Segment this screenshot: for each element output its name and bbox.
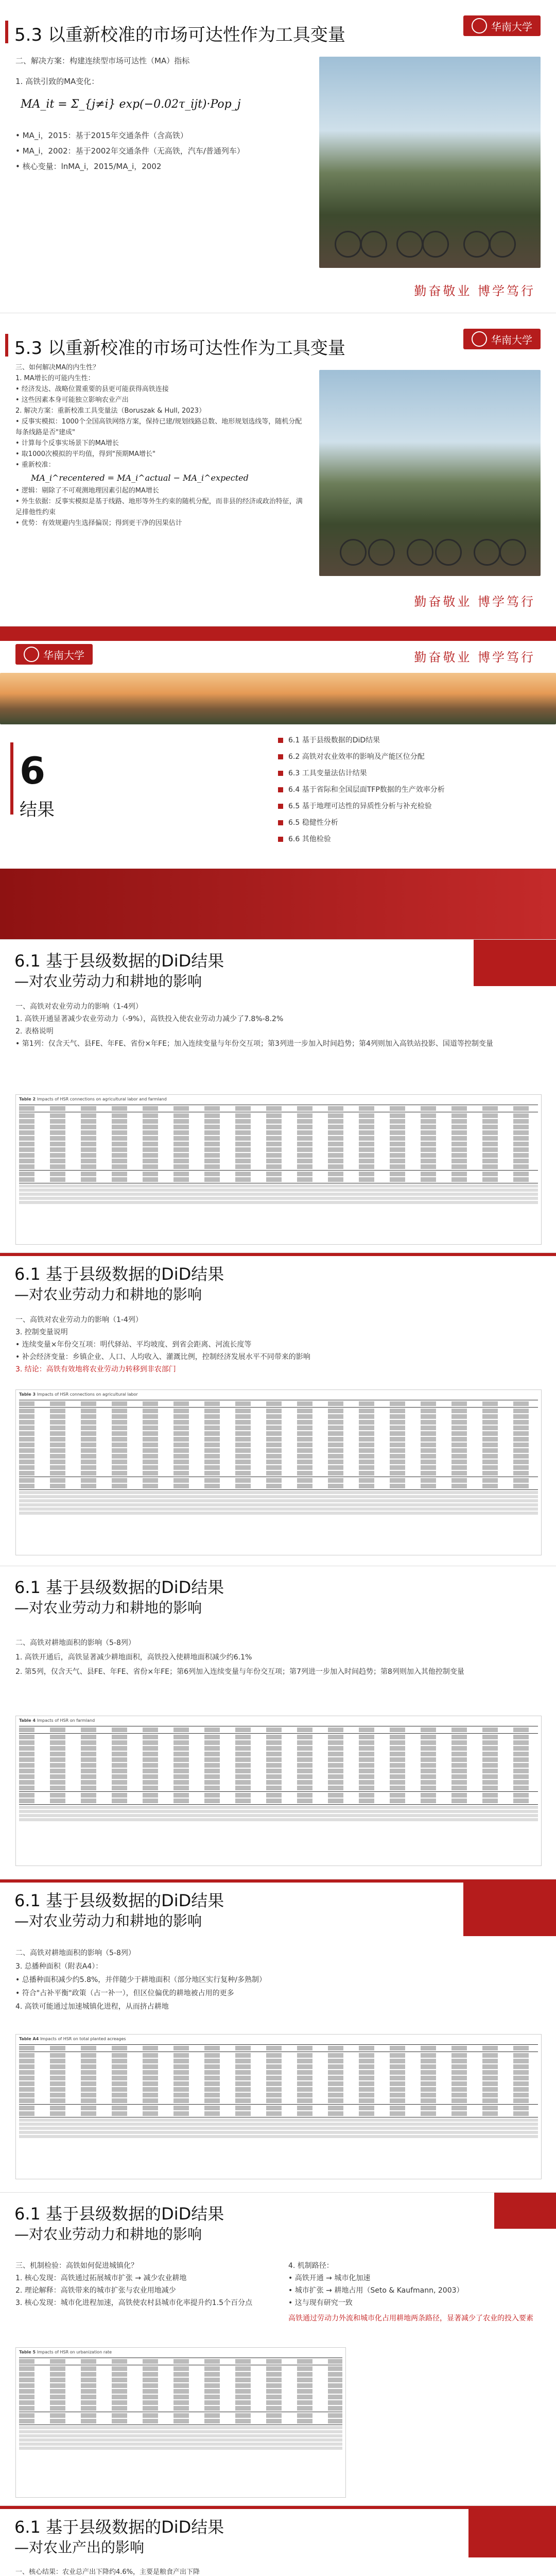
bullet-icon <box>278 738 283 743</box>
corner-red-block <box>474 940 556 986</box>
bottom-red-band <box>0 869 556 939</box>
university-logo: 华南大学 <box>463 15 541 36</box>
campus-photo <box>319 57 541 268</box>
section-number: 6 <box>20 749 46 792</box>
bullet-list-left: 三、机制检验：高铁如何促进城镇化？ 1. 核心发现：高铁通过拓展城市扩张 → 减少农业耕地 2. 理论解释：高铁带来的城市扩张与农业用地减少 3. 核心发现：城市化进程加速，高铁使农村县城市化率提升约1.5个百分点 <box>15 2262 253 2307</box>
toc-item[interactable]: 6.5 基于地理可达性的异质性分析与补充检验 <box>278 798 445 815</box>
bullet-list: 一、核心结果：农业总产出下降约4.6%，主要是粮食产出下降 <box>15 2568 200 2576</box>
bullet-list: 二、高铁对耕地面积的影响（5-8列） 1. 高铁开通后，高铁显著减少耕地面积，高铁投入使耕地面积减少约6.1% 2. 第5列，仅含天气、县FE、年FE、省份×年FE；第6列加入连续变量与年份交互项；第7列进一步加入时间趋势；第8列则加入其他控制变量 <box>15 1639 464 1676</box>
slide-2 <box>0 313 556 626</box>
motto: 勤奋敬业 博学笃行 <box>414 284 535 298</box>
bullet-text: 二、解决方案：构建连续型市场可达性（MA）指标 <box>15 56 190 65</box>
slide-subtitle: —对农业产出的影响 <box>14 2539 145 2556</box>
toc-item[interactable]: 6.5 稳健性分析 <box>278 815 445 831</box>
toc-item[interactable]: 6.2 高铁对农业效率的影响及产能区位分配 <box>278 749 445 765</box>
bullet-list-right: 4. 机制路径： • 高铁开通 → 城市化加速 • 城市扩张 → 耕地占用（Seto & Kaufmann, 2003） • 这与现有研究一致 高铁通过劳动力外流和城市化占用耕地两条路径，显著减少了农业的投入要素 <box>288 2260 535 2325</box>
slide-subtitle: —对农业劳动力和耕地的影响 <box>14 1286 202 1303</box>
slide-6 <box>0 1566 556 1879</box>
bullet-text: 1. 高铁引致的MA变化： <box>15 77 99 86</box>
slide-title: 5.3 以重新校准的市场可达性作为工具变量 <box>14 21 345 46</box>
bicycles-image <box>319 222 541 258</box>
bullet-text: • MA_i，2002：基于2002年交通条件（无高铁，汽车/普通列车） <box>15 146 245 156</box>
bullet-icon <box>278 837 283 842</box>
motto: 勤奋敬业 博学笃行 <box>414 595 535 609</box>
university-logo: 华南大学 <box>463 329 541 349</box>
top-red-band <box>0 626 556 641</box>
corner-red-block <box>463 1879 556 1936</box>
bullet-text: • 核心变量：lnMA_i，2015/MA_i，2002 <box>15 162 162 171</box>
bullet-list: 一、高铁对农业劳动力的影响（1-4列） 3. 控制变量说明 • 连续变量×年份交互项：明代驿站、平均坡度、到省会距离、河流长度等 • 补会经济变量：乡镇企业、人口、人均收入、灌溉比例，控制经济发展水平不同带来的影响 3. 结论：高铁有效地将农业劳动力转移到非农部门 <box>15 1316 310 1374</box>
regression-table: Table 2 Impacts of HSR connections on agricultural labor and farmland <box>15 1094 542 1245</box>
bullet-list: 二、高铁对耕地面积的影响（5-8列） 3. 总播种面积（附表A4）： • 总播种面积减少约5.8%，并伴随少于耕地面积（部分地区实行复种/多熟制） • 符合"占补平衡"政策（占一补一），但区位偏优的耕地被占用的更多 4. 高铁可能通过加速城镇化进程，从而挤占耕地 <box>15 1949 266 2011</box>
equation: MA_it = Σ_{j≠i} exp(−0.02τ_ijt)·Pop_j <box>21 98 241 111</box>
slide-9 <box>0 2506 556 2576</box>
bullet-icon <box>278 754 283 759</box>
regression-table: Table A4 Impacts of HSR on total planted acreages <box>15 2034 542 2179</box>
slide-title: 6.1 基于县级数据的DiD结果 <box>14 1891 224 1910</box>
seal-icon <box>24 647 39 662</box>
toc-item[interactable]: 6.6 其他检验 <box>278 831 445 848</box>
corner-red-block <box>494 2193 556 2229</box>
toc-item[interactable]: 6.1 基于县级数据的DiD结果 <box>278 732 445 749</box>
slide-subtitle: —对农业劳动力和耕地的影响 <box>14 1599 202 1616</box>
toc-item[interactable]: 6.4 基于省际和全国层面TFP数据的生产效率分析 <box>278 782 445 798</box>
regression-table: Table 5 Impacts of HSR on urbanization rate <box>15 2347 346 2498</box>
regression-table: Table 3 Impacts of HSR connections on agricultural labor <box>15 1389 542 1555</box>
seal-icon <box>472 331 487 347</box>
top-red-line <box>0 1253 556 1256</box>
highlight-conclusion: 高铁通过劳动力外流和城市化占用耕地两条路径，显著减少了农业的投入要素 <box>288 2314 533 2323</box>
bullet-icon <box>278 787 283 792</box>
slide-title: 6.1 基于县级数据的DiD结果 <box>14 1264 224 1284</box>
title-accent <box>5 334 8 357</box>
bullet-list: 三、如何解决MA的内生性？ 1. MA增长的可能内生性： • 经济发达、战略位置重要的县更可能获得高铁连接 • 这些因素本身可能独立影响农业产出 2. 解决方案：重新校准工具变量法（Boruszak & Hull, 2023） • 反事实模拟：1000个全国高铁网络方案，保持已建/规划线路总数、地形规划选线等，随机分配每条线路是否"建成" • 计算每个反事实场景下的MA增长 • 取1000次模拟的平均值，得到"预期MA增长" • 重新校准： MA_i^recentered = MA_i^actual − MA_i^expected • 逻辑：剔除了不可观测地理因素引起的MA增长 • 外生依据：反事实模拟是基于线路、地形等外生约束的随机分配，而非县的经济或政治特征，满足排他性约束 • 优势：有效规避内生选择偏误；得到更干净的因果估计 <box>15 362 304 529</box>
equation: MA_i^recentered = MA_i^actual − MA_i^expected <box>31 473 249 483</box>
slide-subtitle: —对农业劳动力和耕地的影响 <box>14 2226 202 2243</box>
toc-item[interactable]: 6.3 工具变量法估计结果 <box>278 765 445 782</box>
university-logo: 华南大学 <box>15 644 93 665</box>
slide-7 <box>0 1879 556 2193</box>
section-name: 结果 <box>20 800 55 820</box>
slide-4 <box>0 940 556 1253</box>
regression-table: Table 4 Impacts of HSR on farmland <box>15 1716 542 1866</box>
slide-title: 6.1 基于县级数据的DiD结果 <box>14 1578 224 1597</box>
slide-subtitle: —对农业劳动力和耕地的影响 <box>14 973 202 990</box>
slide-title: 5.3 以重新校准的市场可达性作为工具变量 <box>14 334 345 359</box>
slide-3-section <box>0 626 556 940</box>
campus-photo <box>319 370 541 576</box>
title-accent <box>5 21 8 43</box>
slide-title: 6.1 基于县级数据的DiD结果 <box>14 951 224 971</box>
slide-title: 6.1 基于县级数据的DiD结果 <box>14 2204 224 2224</box>
slide-title: 6.1 基于县级数据的DiD结果 <box>14 2517 224 2537</box>
seal-icon <box>472 18 487 33</box>
slide-1 <box>0 0 556 313</box>
bullet-icon <box>278 804 283 809</box>
toc-list <box>278 732 445 848</box>
bullet-icon <box>278 820 283 825</box>
section-accent <box>10 742 13 815</box>
corner-red-block <box>468 2506 556 2557</box>
bullet-text: • MA_i，2015：基于2015年交通条件（含高铁） <box>15 131 188 140</box>
slide-subtitle: —对农业劳动力和耕地的影响 <box>14 1912 202 1929</box>
motto: 勤奋敬业 博学笃行 <box>414 650 535 665</box>
campus-sunset-photo <box>0 673 556 724</box>
bullet-icon <box>278 771 283 776</box>
bicycles-image <box>319 530 541 566</box>
bullet-list: 一、高铁对农业劳动力的影响（1-4列） 1. 高铁开通显著减少农业劳动力（-9%），高铁投入使农业劳动力减少了7.8%-8.2% 2. 表格说明 • 第1列：仅含天气、县FE、年FE、省份×年FE；加入连续变量与年份交互项；第3列进一步加入时间趋势；第4列则加入高铁站投影、国道等控制变量 <box>15 1003 493 1048</box>
slide-5 <box>0 1253 556 1566</box>
slide-8 <box>0 2193 556 2506</box>
